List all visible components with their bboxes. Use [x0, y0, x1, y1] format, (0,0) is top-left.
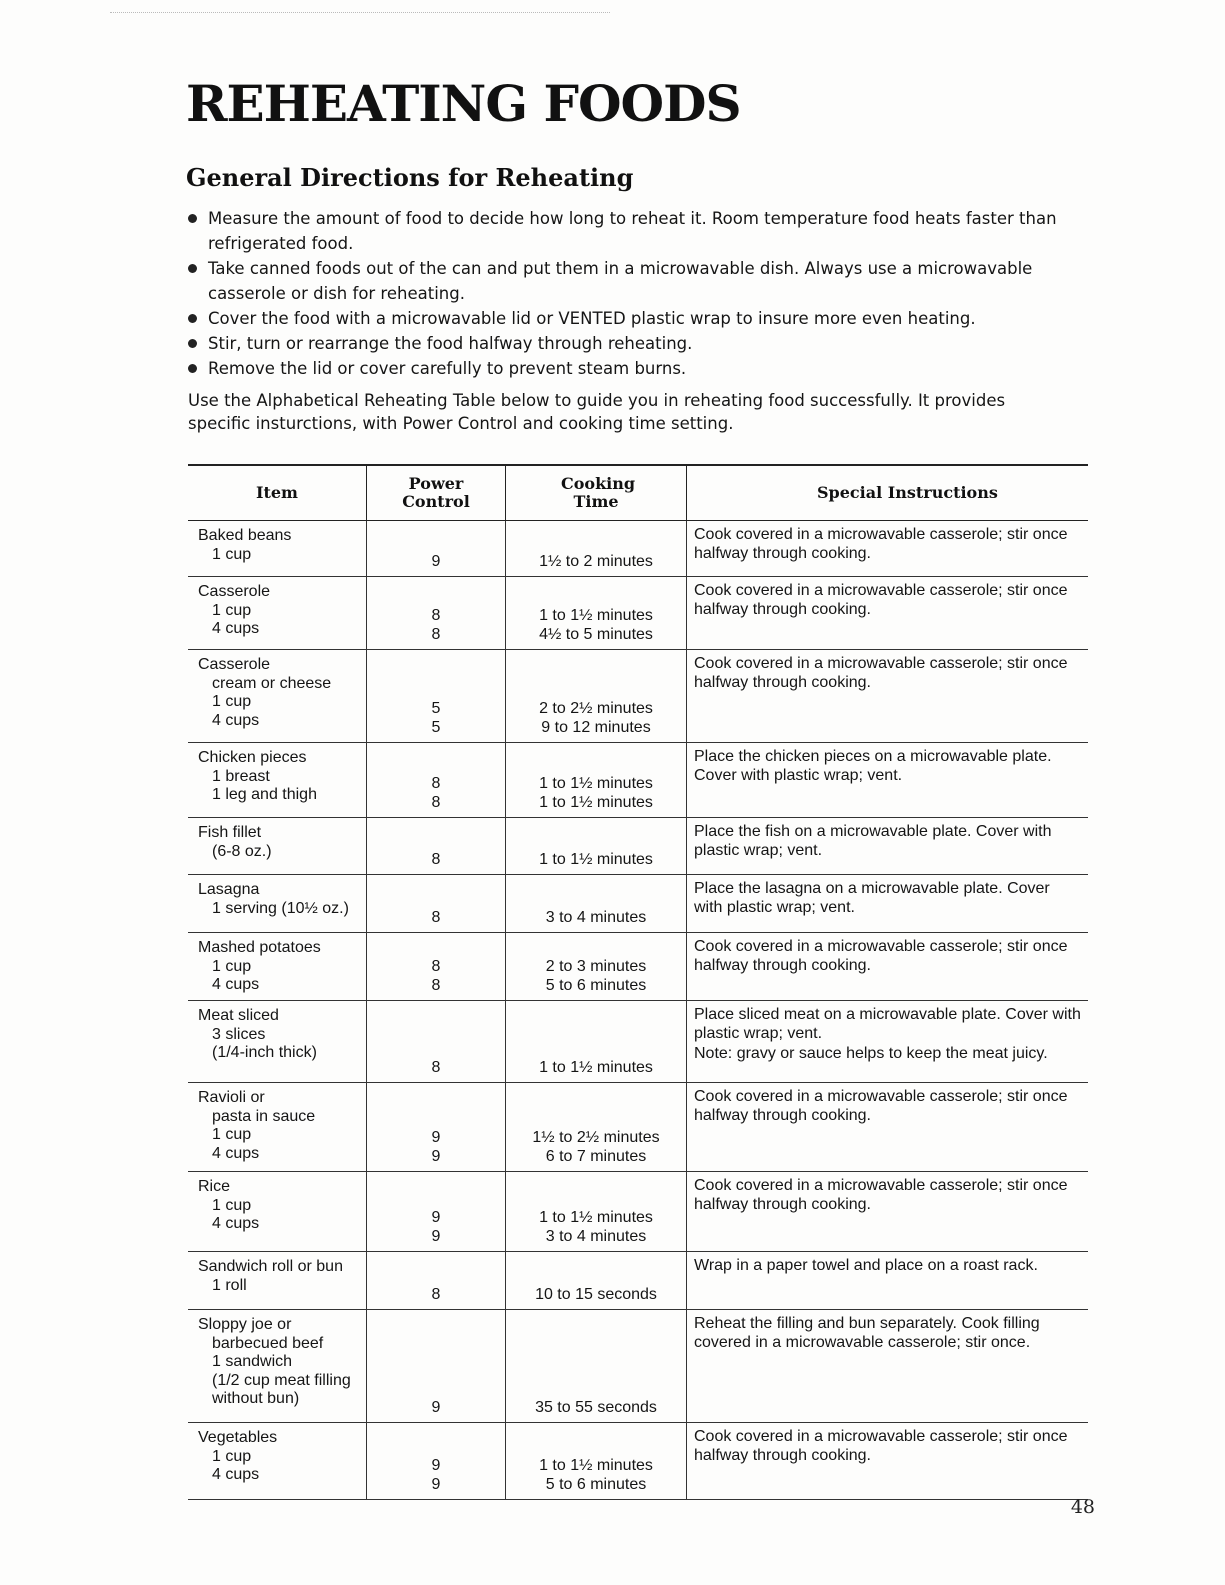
bullet-icon: [188, 364, 197, 373]
item-detail: 3 slices: [212, 1025, 266, 1043]
table-row: [188, 933, 1088, 1001]
item-name: Baked beans: [198, 527, 292, 544]
power-cell: [366, 818, 505, 874]
time-cell: [505, 650, 686, 742]
item-cell: [188, 875, 366, 932]
power-level: 8: [431, 850, 441, 868]
item-detail: 1 serving (10½ oz.): [212, 899, 349, 917]
item-name: Rice: [198, 1178, 231, 1195]
table-body: [188, 521, 1088, 1500]
item-cell: [188, 1083, 366, 1171]
special-cell: [686, 1001, 1088, 1082]
item-cell: [188, 743, 366, 817]
special-instructions: Cook covered in a microwavable casserole; stir once halfway through cooking.: [694, 1177, 1068, 1213]
power-level: 9: [431, 1227, 441, 1245]
item-detail: 1 breast: [212, 767, 270, 785]
power-cell: [366, 577, 505, 649]
power-cell: [366, 875, 505, 932]
power-level: 8: [431, 976, 441, 994]
direction-text: Stir, turn or rearrange the food halfway through reheating.: [208, 334, 693, 353]
direction-item: [188, 306, 1068, 331]
special-instructions: Cook covered in a microwavable casserole; stir once halfway through cooking.: [694, 938, 1068, 974]
item-name: Sloppy joe or: [198, 1316, 292, 1333]
power-cell: [366, 743, 505, 817]
cooking-time: 1½ to 2 minutes: [539, 552, 653, 570]
cooking-time: 3 to 4 minutes: [545, 1227, 647, 1245]
direction-item: [188, 206, 1068, 256]
item-detail: 4 cups: [212, 711, 260, 729]
time-cell: [505, 1252, 686, 1309]
special-cell: [686, 1310, 1088, 1422]
header-power-label: Power Control: [402, 474, 470, 511]
cooking-time: 2 to 3 minutes: [545, 958, 647, 975]
direction-item: [188, 331, 1068, 356]
time-cell: [505, 1172, 686, 1251]
power-cell: [366, 1083, 505, 1171]
header-time-label: Cooking Time: [561, 474, 636, 511]
table-row: [188, 1252, 1088, 1310]
direction-text: Remove the lid or cover carefully to prevent steam burns.: [208, 359, 687, 378]
special-cell: [686, 875, 1088, 932]
power-level: 9: [431, 1129, 441, 1146]
item-detail: 4 cups: [212, 1466, 260, 1483]
item-detail: 1 roll: [212, 1276, 247, 1294]
special-cell: [686, 521, 1088, 576]
item-detail: 1 cup: [212, 693, 252, 710]
time-cell: [505, 1083, 686, 1171]
section-subtitle: General Directions for Reheating: [186, 163, 634, 192]
item-name: Vegetables: [198, 1429, 278, 1446]
item-detail: cream or cheese: [212, 674, 332, 692]
table-row: [188, 650, 1088, 743]
power-cell: [366, 1423, 505, 1499]
direction-text: Take canned foods out of the can and put them in a microwavable dish. Always use a microwavable casserole or dish for reheating.: [208, 259, 1033, 303]
special-instructions: Cook covered in a microwavable casserole; stir once halfway through cooking.: [694, 526, 1068, 562]
power-level: 9: [431, 1209, 441, 1226]
power-level: 9: [431, 1398, 441, 1416]
item-detail: 1 cup: [212, 1196, 252, 1214]
item-cell: [188, 1252, 366, 1309]
bullet-icon: [188, 339, 197, 348]
table-row: [188, 521, 1088, 577]
item-cell: [188, 1172, 366, 1251]
power-level: 8: [431, 1285, 441, 1303]
power-cell: [366, 1252, 505, 1309]
cooking-time: 6 to 7 minutes: [545, 1147, 647, 1165]
special-cell: [686, 1172, 1088, 1251]
power-level: 8: [431, 958, 441, 975]
header-time: [505, 466, 686, 520]
special-instructions: Cook covered in a microwavable casserole; stir once halfway through cooking.: [694, 1428, 1068, 1464]
table-row: [188, 577, 1088, 650]
special-cell: [686, 650, 1088, 742]
reheating-table: [188, 464, 1088, 1500]
cooking-time: 1½ to 2½ minutes: [532, 1129, 660, 1146]
item-detail: without bun): [212, 1390, 300, 1407]
cooking-time: 1 to 1½ minutes: [539, 850, 653, 868]
cooking-time: 10 to 15 seconds: [535, 1285, 657, 1303]
special-cell: [686, 1252, 1088, 1309]
table-row: [188, 818, 1088, 875]
item-cell: [188, 521, 366, 576]
special-cell: [686, 743, 1088, 817]
item-detail: 1 cup: [212, 1126, 252, 1143]
power-level: 8: [431, 908, 441, 926]
scan-artifact: [110, 12, 610, 19]
item-name: Casserole: [198, 583, 271, 600]
item-detail: 4 cups: [212, 620, 260, 637]
direction-item: [188, 256, 1068, 306]
power-level: 9: [431, 1475, 441, 1493]
direction-text: Cover the food with a microwavable lid or VENTED plastic wrap to insure more even heating.: [208, 309, 976, 328]
item-cell: [188, 1310, 366, 1422]
item-detail: 1 cup: [212, 957, 252, 975]
item-name: Meat sliced: [198, 1007, 279, 1024]
special-instructions: Cook covered in a microwavable casserole; stir once halfway through cooking.: [694, 582, 1068, 618]
time-cell: [505, 577, 686, 649]
item-detail: (6-8 oz.): [212, 842, 272, 860]
table-row: [188, 743, 1088, 818]
power-level: 5: [431, 700, 441, 717]
cooking-time: 35 to 55 seconds: [535, 1398, 657, 1416]
item-detail: pasta in sauce: [212, 1107, 316, 1125]
power-level: 8: [431, 1058, 441, 1076]
power-level: 9: [431, 1147, 441, 1165]
cooking-time: 1 to 1½ minutes: [539, 1058, 653, 1076]
power-level: 5: [431, 718, 441, 736]
time-cell: [505, 1001, 686, 1082]
special-cell: [686, 933, 1088, 1000]
item-name: Chicken pieces: [198, 749, 307, 766]
item-cell: [188, 818, 366, 874]
cooking-time: 9 to 12 minutes: [541, 718, 651, 736]
item-name: Casserole: [198, 656, 271, 673]
table-row: [188, 1083, 1088, 1172]
power-cell: [366, 1172, 505, 1251]
bullet-icon: [188, 214, 197, 223]
item-detail: 1 cup: [212, 545, 252, 563]
power-level: 8: [431, 625, 441, 643]
table-row: [188, 1310, 1088, 1423]
special-cell: [686, 1423, 1088, 1499]
special-instructions: Place sliced meat on a microwavable plate. Cover with plastic wrap; vent.: [694, 1006, 1081, 1042]
header-special: Special Instructions: [686, 466, 1088, 520]
special-instructions: Place the chicken pieces on a microwavable plate. Cover with plastic wrap; vent.: [694, 748, 1052, 784]
item-cell: [188, 933, 366, 1000]
intro-paragraph: Use the Alphabetical Reheating Table below to guide you in reheating food successfully. It provides specific insturctions, with Power Control and cooking time setting.: [188, 391, 1006, 433]
bullet-icon: [188, 264, 197, 273]
page-title: REHEATING FOODS: [186, 74, 741, 133]
special-instructions: Wrap in a paper towel and place on a roast rack.: [694, 1257, 1038, 1274]
power-cell: [366, 1310, 505, 1422]
cooking-time: 1 to 1½ minutes: [539, 1457, 653, 1474]
cooking-time: 3 to 4 minutes: [545, 908, 647, 926]
cooking-time: 4½ to 5 minutes: [539, 625, 653, 643]
time-cell: [505, 933, 686, 1000]
power-cell: [366, 650, 505, 742]
power-level: 8: [431, 607, 441, 624]
time-cell: [505, 521, 686, 576]
header-power: [366, 466, 505, 520]
power-level: 8: [431, 793, 441, 811]
item-cell: [188, 1423, 366, 1499]
table-row: [188, 1001, 1088, 1083]
table-row: [188, 875, 1088, 933]
item-detail: barbecued beef: [212, 1334, 324, 1352]
special-cell: [686, 1083, 1088, 1171]
cooking-time: 1 to 1½ minutes: [539, 1209, 653, 1226]
power-level: 9: [431, 1457, 441, 1474]
item-detail: 1 leg and thigh: [212, 786, 317, 803]
time-cell: [505, 875, 686, 932]
item-detail: (1/2 cup meat filling: [212, 1371, 351, 1389]
bullet-icon: [188, 314, 197, 323]
item-detail: 4 cups: [212, 1144, 260, 1162]
direction-item: [188, 356, 1068, 381]
cooking-time: 5 to 6 minutes: [545, 976, 647, 994]
direction-text: Measure the amount of food to decide how long to reheat it. Room temperature food heats faster than refrigerated food.: [208, 209, 1057, 253]
power-cell: [366, 1001, 505, 1082]
item-detail: 4 cups: [212, 976, 260, 993]
cooking-time: 1 to 1½ minutes: [539, 793, 653, 811]
special-instructions: Reheat the filling and bun separately. Cook filling covered in a microwavable casserole; stir once.: [694, 1315, 1040, 1351]
item-detail: 4 cups: [212, 1215, 260, 1232]
table-row: [188, 1172, 1088, 1252]
directions-list: [188, 206, 1068, 381]
item-detail: 1 cup: [212, 1447, 252, 1465]
item-name: Ravioli or: [198, 1089, 265, 1106]
power-cell: [366, 521, 505, 576]
power-level: 8: [431, 775, 441, 792]
item-cell: [188, 650, 366, 742]
item-detail: (1/4-inch thick): [212, 1044, 317, 1061]
item-detail: 1 sandwich: [212, 1353, 293, 1370]
special-instructions: Cook covered in a microwavable casserole; stir once halfway through cooking.: [694, 655, 1068, 691]
table-row: [188, 1423, 1088, 1500]
time-cell: [505, 1310, 686, 1422]
special-instructions: Place the fish on a microwavable plate. Cover with plastic wrap; vent.: [694, 823, 1052, 859]
page-number: 48: [1070, 1496, 1095, 1518]
time-cell: [505, 1423, 686, 1499]
table-header: [188, 466, 1088, 521]
item-name: Fish fillet: [198, 824, 262, 841]
time-cell: [505, 743, 686, 817]
cooking-time: 1 to 1½ minutes: [539, 607, 653, 624]
special-instructions: Cook covered in a microwavable casserole; stir once halfway through cooking.: [694, 1088, 1068, 1124]
special-note: Note: gravy or sauce helps to keep the meat juicy.: [694, 1045, 1048, 1062]
time-cell: [505, 818, 686, 874]
header-item: Item: [256, 483, 298, 502]
item-name: Sandwich roll or bun: [198, 1258, 343, 1275]
power-level: 9: [431, 552, 441, 570]
item-name: Lasagna: [198, 881, 260, 898]
cooking-time: 1 to 1½ minutes: [539, 775, 653, 792]
item-cell: [188, 577, 366, 649]
item-detail: 1 cup: [212, 601, 252, 619]
special-cell: [686, 818, 1088, 874]
cooking-time: 5 to 6 minutes: [545, 1475, 647, 1493]
power-cell: [366, 933, 505, 1000]
item-cell: [188, 1001, 366, 1082]
item-name: Mashed potatoes: [198, 939, 321, 956]
cooking-time: 2 to 2½ minutes: [539, 700, 653, 717]
special-instructions: Place the lasagna on a microwavable plate. Cover with plastic wrap; vent.: [694, 880, 1050, 916]
special-cell: [686, 577, 1088, 649]
